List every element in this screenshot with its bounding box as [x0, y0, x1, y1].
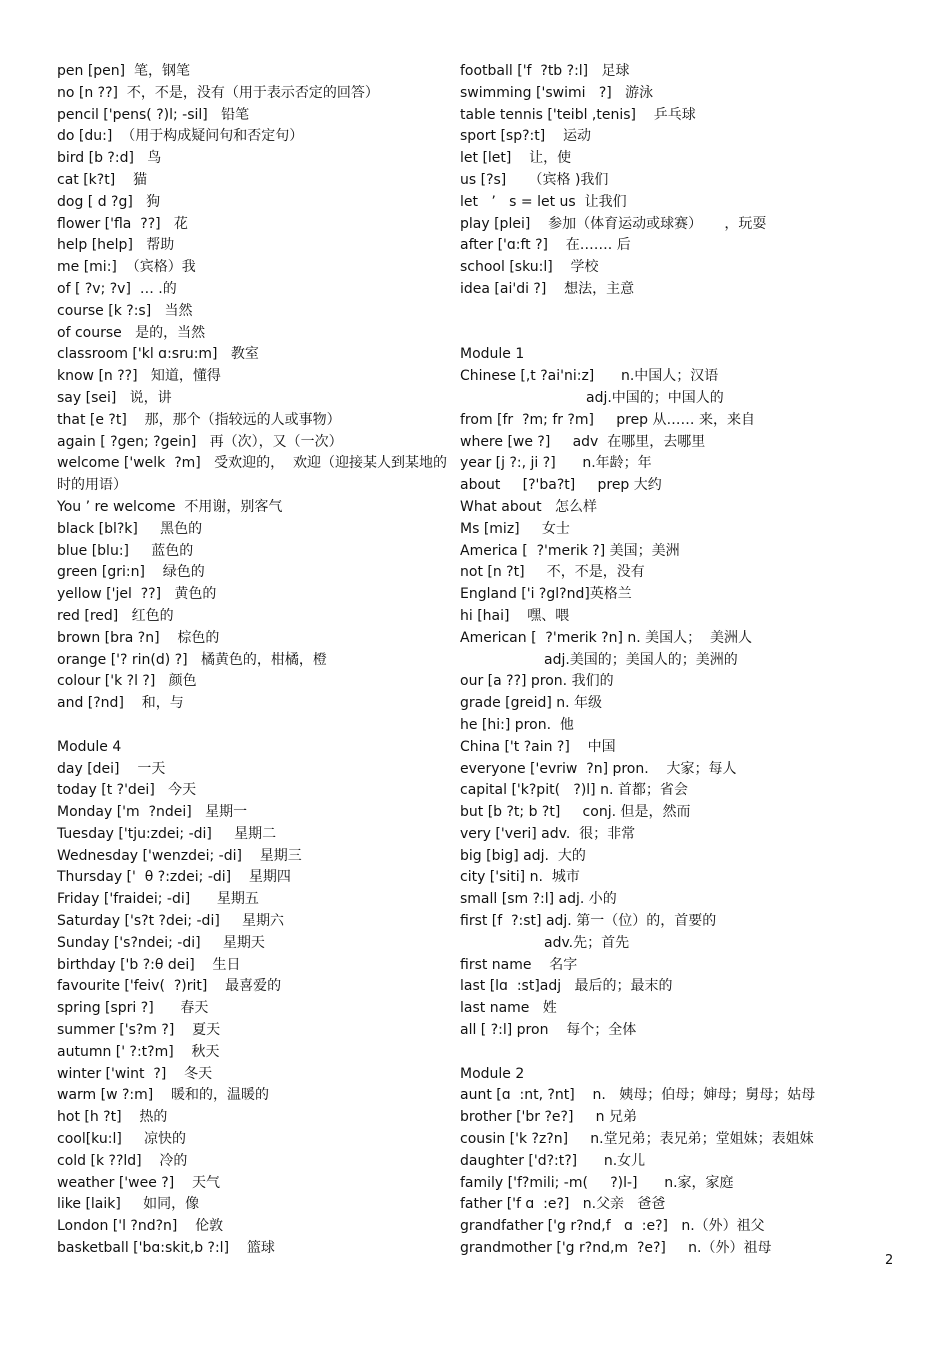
vocab-entry: football ['f ?tb ?:l] 足球	[460, 63, 630, 79]
vocab-entry: of [ ?v; ?v] … .的	[57, 280, 177, 297]
vocab-entry: yellow ['jel ??] 黄色的	[57, 586, 217, 603]
vocab-entry: Chinese [,t ?ai'ni:z] n.中国人；汉语	[460, 368, 719, 385]
vocab-entry: You ’ re welcome 不用谢，别客气	[57, 498, 283, 515]
vocab-entry: sport [sp?:t] 运动	[460, 128, 591, 145]
spacer	[460, 323, 930, 345]
vocab-entry: day [dei] 一天	[57, 760, 166, 777]
vocab-entry: spring [spri ?] 春天	[57, 1000, 209, 1017]
vocab-entry: cousin ['k ?z?n] n.堂兄弟；表兄弟；堂姐妹；表姐妹	[460, 1131, 814, 1148]
vocab-entry: know [n ??] 知道，懂得	[57, 368, 221, 385]
vocab-entry: classroom ['kl ɑ:sru:m] 教室	[57, 346, 259, 363]
vocab-entry: Sunday ['s?ndei; -di] 星期天	[57, 934, 265, 951]
vocab-entry: daughter ['d?:t?] n.女儿	[460, 1152, 646, 1169]
vocab-entry: Saturday ['s?t ?dei; -di] 星期六	[57, 913, 285, 930]
vocab-entry: weather ['wee ?] 天气	[57, 1174, 220, 1191]
vocab-entry: warm [w ?:m] 暖和的，温暖的	[57, 1087, 270, 1104]
spacer	[57, 715, 447, 737]
vocab-entry: aunt [ɑ :nt, ?nt] n. 姨母；伯母；婶母；舅母；姑母	[460, 1087, 816, 1104]
vocab-entry: year [j ?:, ji ?] n.年龄；年	[460, 455, 652, 472]
left-column	[57, 61, 447, 1260]
vocab-entry: Tuesday ['tju:zdei; -di] 星期二	[57, 825, 277, 842]
vocab-entry: again [ ?gen; ?gein] 再（次），又（一次）	[57, 433, 343, 450]
vocab-entry: he [hi:] pron. 他	[460, 716, 574, 733]
vocab-entry: do [du:] （用于构成疑问句和否定句）	[57, 128, 304, 145]
vocab-entry: pencil ['pens( ?)l; -sil] 铅笔	[57, 106, 250, 123]
vocab-entry: Wednesday ['wenzdei; -di] 星期三	[57, 847, 302, 864]
vocab-entry: blue [blu:] 蓝色的	[57, 542, 194, 559]
vocab-entry: first [f ?:st] adj. 第一（位）的，首要的	[460, 913, 717, 930]
vocab-entry: let ’ s = let us 让我们	[460, 193, 627, 210]
vocab-entry: school [sku:l] 学校	[460, 259, 599, 276]
vocab-entry: hi [hai] 嘿、喂	[460, 607, 570, 624]
vocab-entry: table tennis ['teibl ,tenis] 乒乓球	[460, 106, 696, 123]
vocab-entry: Friday ['fraidei; -di] 星期五	[57, 891, 259, 908]
vocab-entry: Monday ['m ?ndei] 星期一	[57, 804, 248, 821]
vocab-entry: summer ['s?m ?] 夏天	[57, 1022, 221, 1039]
vocab-entry: first name 名字	[460, 956, 578, 973]
vocab-entry: play [plei] 参加（体育运动或球赛） ，玩耍	[460, 215, 767, 232]
vocab-entry: America [ ?'merik ?] 美国；美洲	[460, 542, 680, 559]
vocab-entry: idea [ai'di ?] 想法，主意	[460, 280, 635, 297]
vocab-entry: but [b ?t; b ?t] conj. 但是，然而	[460, 804, 691, 821]
vocab-entry: grandmother ['g r?nd,m ?e?] n.（外）祖母	[460, 1240, 772, 1257]
vocab-entry: from [fr ?m; fr ?m] prep 从…… 来，来自	[460, 411, 755, 428]
vocab-entry: city ['siti] n. 城市	[460, 869, 580, 886]
vocab-entry: small [sm ?:l] adj. 小的	[460, 891, 617, 908]
vocab-entry: where [we ?] adv 在哪里，去哪里	[460, 433, 706, 450]
vocab-entry: family ['f?mili; -m( ?)l-] n.家，家庭	[460, 1174, 734, 1191]
vocab-entry: pen [pen] 笔，钢笔	[57, 63, 191, 79]
vocab-entry: our [a ??] pron. 我们的	[460, 673, 614, 690]
vocab-entry: Thursday [' θ ?:zdei; -di] 星期四	[57, 869, 291, 886]
vocab-entry: let [let] 让，使	[460, 150, 572, 167]
vocab-entry: no [n ??] 不，不是，没有（用于表示否定的回答）	[57, 84, 379, 101]
vocab-entry: after ['ɑ:ft ?] 在……. 后	[460, 237, 631, 254]
vocab-entry-continuation: adj.中国的；中国人的	[586, 389, 724, 406]
vocab-entry: birthday ['b ?:θ dei] 生日	[57, 956, 241, 973]
spacer	[460, 1042, 930, 1064]
vocab-entry-continuation: adj.美国的；美国人的；美洲的	[544, 651, 738, 668]
vocab-entry: and [?nd] 和，与	[57, 695, 184, 712]
vocab-entry-continuation: adv.先；首先	[544, 934, 630, 951]
vocab-entry: England ['i ?gl?nd]英格兰	[460, 586, 632, 603]
vocab-entry: London ['l ?nd?n] 伦敦	[57, 1218, 224, 1235]
page-number: 2	[885, 1253, 894, 1268]
vocab-entry: green [gri:n] 绿色的	[57, 564, 205, 581]
vocab-entry: of course 是的，当然	[57, 324, 206, 341]
vocab-entry: autumn [' ?:t?m] 秋天	[57, 1043, 220, 1060]
vocab-entry: not [n ?t] 不，不是，没有	[460, 564, 645, 581]
vocab-entry: winter ['wint ?] 冬天	[57, 1065, 213, 1082]
module-heading: Module 2	[460, 1065, 525, 1082]
vocab-entry: big [big] adj. 大的	[460, 847, 586, 864]
vocab-entry: welcome ['welk ?m] 受欢迎的， 欢迎（迎接某人到某地的时的用语）	[57, 455, 447, 494]
spacer	[460, 301, 930, 323]
vocab-entry: China ['t ?ain ?] 中国	[460, 738, 616, 755]
vocab-entry: swimming ['swimi ?] 游泳	[460, 84, 654, 101]
vocab-entry: say [sei] 说，讲	[57, 389, 172, 406]
vocab-entry: basketball ['bɑ:skit,b ?:l] 篮球	[57, 1240, 275, 1257]
vocab-entry: today [t ?'dei] 今天	[57, 782, 197, 799]
vocab-entry: me [mi:] （宾格）我	[57, 259, 196, 276]
vocab-entry: cat [k?t] 猫	[57, 171, 147, 188]
vocab-entry: like [laik] 如同，像	[57, 1196, 200, 1213]
vocab-entry: last name 姓	[460, 1000, 557, 1017]
vocab-entry: that [e ?t] 那，那个（指较远的人或事物）	[57, 411, 341, 428]
vocab-entry: hot [h ?t] 热的	[57, 1109, 168, 1126]
vocab-entry: bird [b ?:d] 鸟	[57, 150, 162, 167]
vocab-entry: brown [bra ?n] 棕色的	[57, 629, 220, 646]
vocab-entry: dog [ d ?g] 狗	[57, 193, 161, 210]
vocab-entry: about [?'ba?t] prep 大约	[460, 477, 662, 494]
vocab-entry: help [help] 帮助	[57, 237, 175, 254]
vocab-entry: very ['veri] adv. 很；非常	[460, 825, 636, 842]
vocab-entry: red [red] 红色的	[57, 607, 174, 624]
vocab-entry: orange ['? rin(d) ?] 橘黄色的，柑橘，橙	[57, 651, 327, 668]
vocab-entry: grandfather ['g r?nd,f ɑ :e?] n.（外）祖父	[460, 1218, 765, 1235]
vocab-entry: cold [k ??ld] 冷的	[57, 1152, 188, 1169]
vocab-entry: us [?s] （宾格 )我们	[460, 171, 609, 188]
vocab-entry: flower ['fla ??] 花	[57, 215, 188, 232]
vocab-entry: American [ ?'merik ?n] n. 美国人； 美洲人	[460, 629, 753, 646]
vocab-entry: What about 怎么样	[460, 498, 597, 515]
vocab-entry: course [k ?:s] 当然	[57, 302, 193, 319]
vocab-entry: black [bl?k] 黑色的	[57, 520, 203, 537]
vocab-entry: father ['f ɑ :e?] n.父亲 爸爸	[460, 1196, 666, 1213]
vocab-entry: colour ['k ?l ?] 颜色	[57, 673, 197, 690]
vocab-entry: last [lɑ :st]adj 最后的；最末的	[460, 978, 673, 995]
module-heading: Module 1	[460, 346, 525, 363]
vocab-entry: capital ['k?pit( ?)l] n. 首都；省会	[460, 782, 688, 799]
vocab-entry: brother ['br ?e?] n 兄弟	[460, 1109, 637, 1126]
vocab-entry: grade [greid] n. 年级	[460, 695, 603, 712]
vocab-entry: favourite ['feiv( ?)rit] 最喜爱的	[57, 978, 282, 995]
right-column	[460, 61, 930, 1260]
vocab-entry: all [ ?:l] pron 每个；全体	[460, 1022, 637, 1039]
vocab-entry: Ms [miz] 女士	[460, 520, 570, 537]
module-heading: Module 4	[57, 738, 122, 755]
vocab-entry: everyone ['evriw ?n] pron. 大家；每人	[460, 760, 737, 777]
vocab-entry: cool[ku:l] 凉快的	[57, 1131, 187, 1148]
